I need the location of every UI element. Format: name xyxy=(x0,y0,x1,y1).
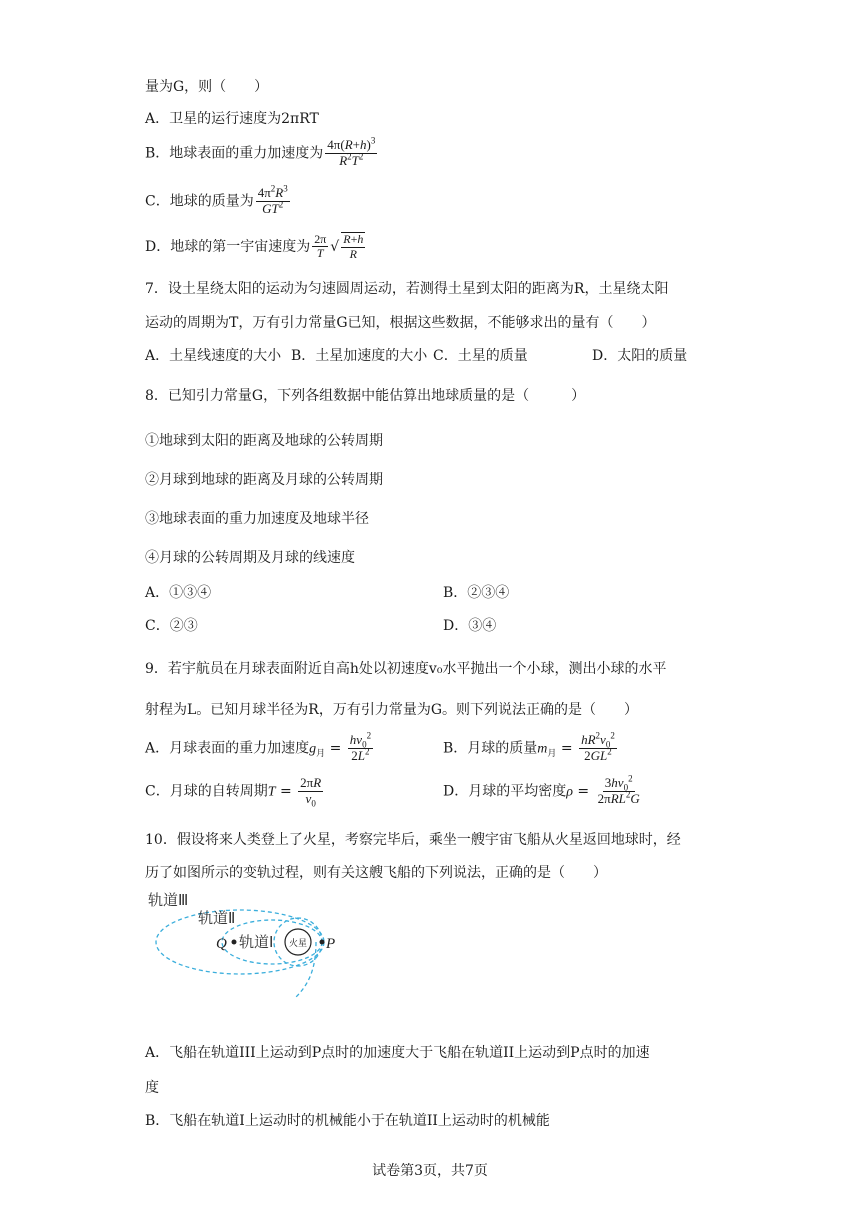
q8-option-c: C．②③ xyxy=(145,618,198,634)
q6-option-a: A．卫星的运行速度为2πRT xyxy=(145,111,319,127)
q8-item-3: ③地球表面的重力加速度及地球半径 xyxy=(145,511,369,527)
q7-option-c: C．土星的质量 xyxy=(433,348,528,364)
q10-option-b: B．飞船在轨道I上运动时的机械能小于在轨道II上运动时的机械能 xyxy=(145,1113,550,1129)
point-q-label: Q xyxy=(216,936,227,952)
q6-option-b: B．地球表面的重力加速度为 $\frac{4\pi(R+h)^3}{R^2T^2}$ xyxy=(145,135,376,168)
q8-option-a: A．①③④ xyxy=(145,585,212,601)
formula-gravity: $\frac{4\pi(R+h)^3}{R^2T^2}$ xyxy=(327,135,376,168)
formula-first-cosmic: $\frac{2\pi}{T}$ xyxy=(314,231,327,261)
q9-stem-line2: 射程为L。已知月球半径为R，万有引力常量为G。则下列说法正确的是（ ） xyxy=(145,702,639,718)
point-q-dot xyxy=(232,940,237,945)
q7-option-d: D．太阳的质量 xyxy=(592,348,688,364)
orbit-2-label: 轨道Ⅱ xyxy=(198,909,236,927)
q7-option-b: B．土星加速度的大小 xyxy=(291,348,428,364)
q7-stem-line1: 7．设土星绕太阳的运动为匀速圆周运动，若测得土星到太阳的距离为R，土星绕太阳 xyxy=(145,281,669,297)
q9-stem-line1: 9．若宇航员在月球表面附近自高h处以初速度v₀水平抛出一个小球，测出小球的水平 xyxy=(145,661,667,677)
q10-option-a-line1: A．飞船在轨道III上运动到P点时的加速度大于飞船在轨道II上运动到P点时的加速 xyxy=(145,1045,650,1061)
q9-option-a: A．月球表面的重力加速度$g_月$ = $\frac{hv_0^2}{2L^2}$ xyxy=(145,730,372,763)
orbit-diagram xyxy=(148,885,348,1000)
q7-option-a: A．土星线速度的大小 xyxy=(145,348,282,364)
point-p-dot xyxy=(320,940,325,945)
q10-option-a-line2: 度 xyxy=(145,1080,159,1096)
q10-stem-line2: 历了如图所示的变轨过程，则有关这艘飞船的下列说法，正确的是（ ） xyxy=(145,865,607,881)
orbit-1-label: 轨道Ⅰ xyxy=(239,933,274,951)
formula-earth-mass: $\frac{4\pi^2R^3}{GT^2}$ xyxy=(257,183,288,216)
q8-item-4: ④月球的公转周期及月球的线速度 xyxy=(145,550,355,566)
page-footer: 试卷第3页，共7页 xyxy=(372,1163,488,1179)
q6-option-c: C．地球的质量为 $\frac{4\pi^2R^3}{GT^2}$ xyxy=(145,183,288,216)
q7-stem-line2: 运动的周期为T，万有引力常量G已知，根据这些数据，不能够求出的量有（ ） xyxy=(145,315,656,331)
planet-label: 火星 xyxy=(288,939,308,949)
point-p-label: P xyxy=(326,936,336,952)
q8-item-2: ②月球到地球的距离及月球的公转周期 xyxy=(145,472,383,488)
q9-option-c: C．月球的自转周期T = $\frac{2\pi R}{v_0}$ xyxy=(145,775,322,809)
q9-option-d: D．月球的平均密度ρ = $\frac{3hv_0^2}{2\pi RL^2G}$ xyxy=(443,773,640,806)
q8-item-1: ①地球到太阳的距离及地球的公转周期 xyxy=(145,433,383,449)
q8-option-b: B．②③④ xyxy=(443,585,510,601)
q8-stem: 8．已知引力常量G，下列各组数据中能估算出地球质量的是（ ） xyxy=(145,388,586,404)
q8-option-d: D．③④ xyxy=(443,618,497,634)
q9-option-b: B．月球的质量$m_月$ = $\frac{hR^2v_0^2}{2GL^2}$ xyxy=(443,730,615,763)
q6-stem-tail: 量为G，则（ ） xyxy=(145,79,269,95)
orbit-3-label: 轨道Ⅲ xyxy=(148,891,189,909)
q6-option-d: D．地球的第一宇宙速度为 $\frac{2\pi}{T}$ √ $\frac{R+h}{R}$ xyxy=(145,231,364,261)
q10-stem-line1: 10．假设将来人类登上了火星，考察完毕后，乘坐一艘宇宙飞船从火星返回地球时，经 xyxy=(145,832,681,848)
